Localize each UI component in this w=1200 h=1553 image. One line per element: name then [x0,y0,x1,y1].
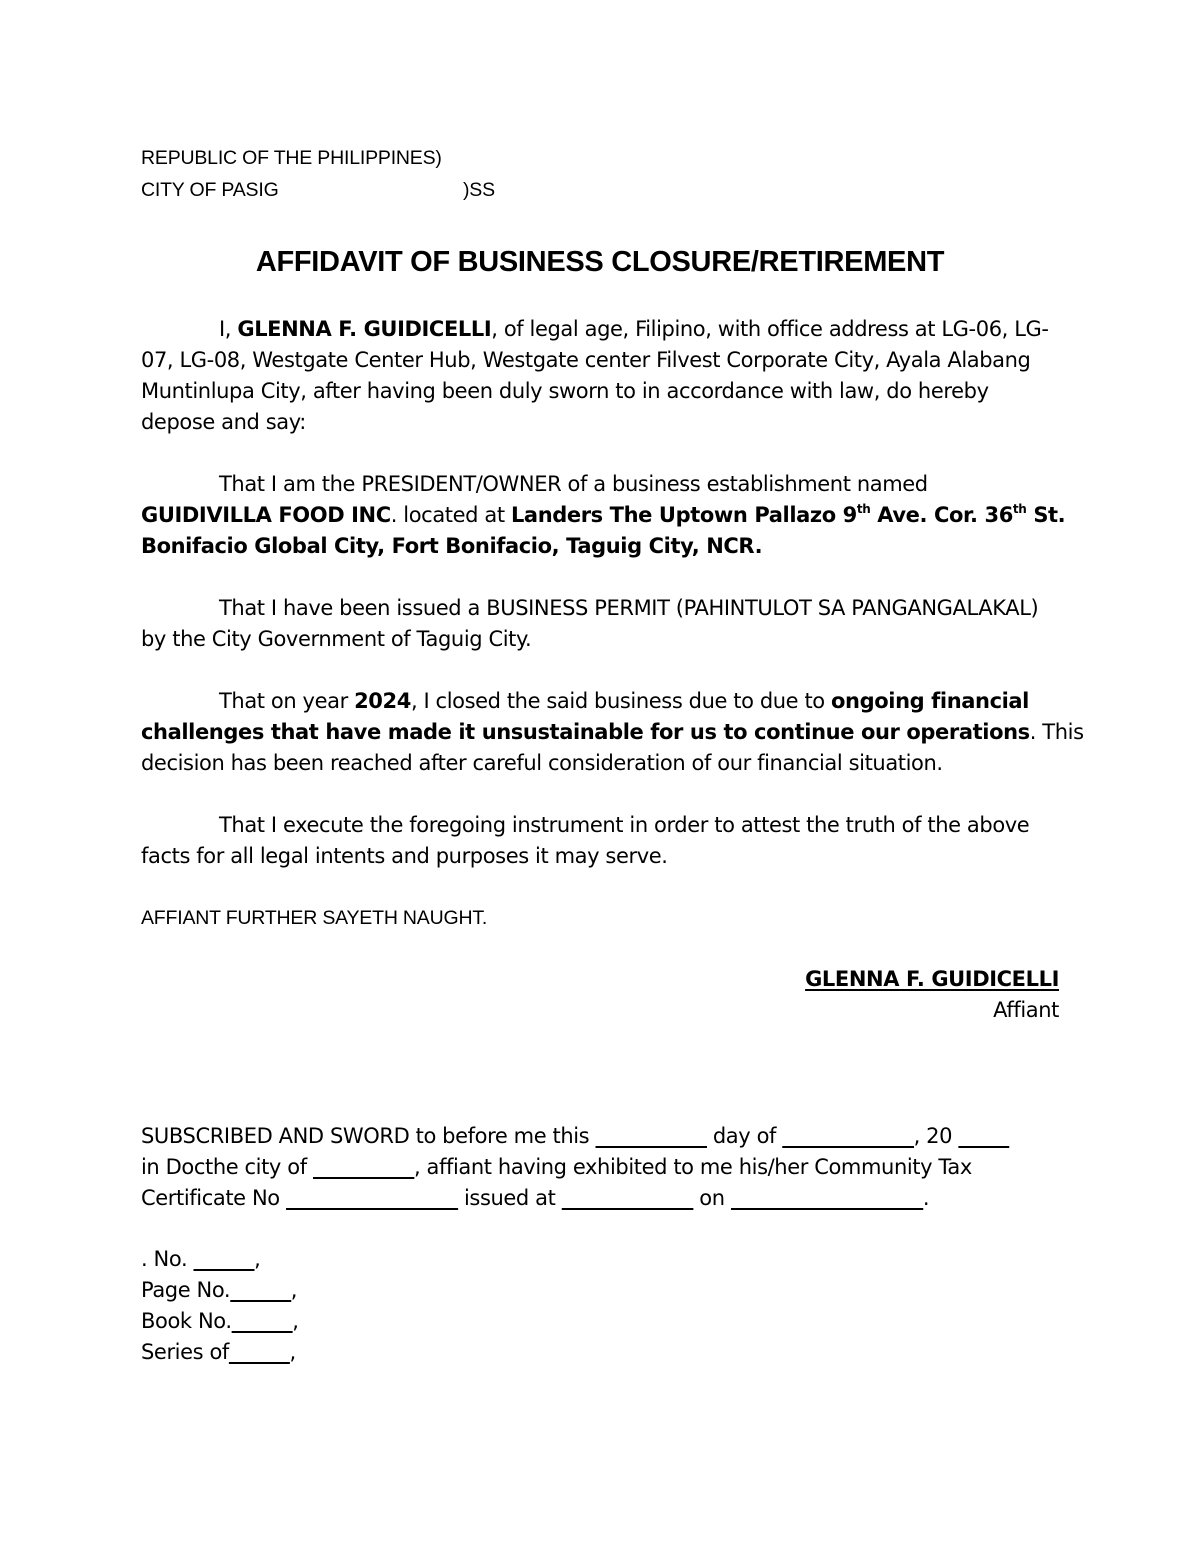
blank-day: ___________ [595,1124,707,1148]
business-sup-1: th [856,502,871,516]
doc-no-blank: ______ [193,1247,255,1271]
jurat-l1-c: , 20 [913,1124,959,1148]
blank-month: _____________ [782,1124,914,1148]
page-no-blank: ______ [230,1278,291,1302]
permit-line-2: by the City Government of Taguig City. [141,627,532,651]
closure-l1-b: , I closed the said business due to due to [410,689,832,713]
intro-l1-b: , of legal age, Filipino, with office address at LG-06, LG- [491,317,1049,341]
intro-line-4: depose and say: [141,410,306,434]
business-address-c: St. [1026,503,1066,527]
notary-book-no [141,1306,299,1337]
signature-role: Affiant [993,998,1059,1022]
intro-l1-a: I, [219,317,238,341]
closure-line-3: decision has been reached after careful consideration of our financial situation. [141,751,943,775]
notary-page-no [141,1275,297,1306]
permit-line-1: That I have been issued a BUSINESS PERMIT (PAHINTULOT SA PANGANGALAKAL) [219,596,1039,620]
signature-name [805,967,1059,991]
jurat-line-3 [141,1183,929,1214]
jurat-l1-a: SUBSCRIBED AND SWORD to before me this [141,1124,596,1148]
closure-l1-a: That on year [219,689,355,713]
closure-reason-b: challenges that have made it unsustainable for us to continue our operations [141,720,1030,744]
blank-issued-on: ___________________ [730,1186,923,1210]
business-dot: . [390,503,398,527]
venue-republic [141,147,442,170]
blank-year: _____ [958,1124,1009,1148]
closure-l2-b: . This [1029,720,1084,744]
book-no-comma: , [292,1309,299,1333]
jurat-line-2 [141,1152,972,1183]
intro-line-2: 07, LG-08, Westgate Center Hub, Westgate center Filvest Corporate City, Ayala Alabang [141,348,1031,372]
jurat-l2-b: , affiant having exhibited to me his/her Community Tax [413,1155,972,1179]
notary-doc-no [141,1244,260,1275]
signature-name-text: GLENNA F. GUIDICELLI [805,967,1059,991]
series-blank: ______ [228,1340,290,1364]
venue-city-line [141,179,495,202]
jurat-l3-b: issued at [457,1186,562,1210]
business-address-line-3: Bonifacio Global City, Fort Bonifacio, Taguig City, NCR. [141,534,763,558]
company-name: GUIDIVILLA FOOD INC [141,503,391,527]
closure-year: 2024 [354,689,411,713]
doc-no-label: . No. [141,1247,194,1271]
document-title: AFFIDAVIT OF BUSINESS CLOSURE/RETIREMENT [255,246,945,278]
business-line-3 [141,531,762,562]
jurat-l3-a: Certificate No [141,1186,286,1210]
series-comma: , [289,1340,296,1364]
jurat-l1-b: day of [706,1124,783,1148]
intro-line-1 [219,314,1049,345]
venue-ss-text: )SS [463,179,495,201]
business-located: located at [397,503,511,527]
closure-line-1 [219,686,1029,717]
business-line-1: That I am the PRESIDENT/OWNER of a business establishment named [219,472,928,496]
business-line-2 [141,500,1065,531]
jurat-l2-a: in Docthe city of [141,1155,313,1179]
series-label: Series of [141,1340,229,1364]
page-no-label: Page No. [141,1278,231,1302]
execute-line-1: That I execute the foregoing instrument in order to attest the truth of the above [219,813,1030,837]
jurat-l3-c: on [693,1186,731,1210]
execute-line-2: facts for all legal intents and purposes it may serve. [141,844,668,868]
venue-city-text: CITY OF PASIG [141,179,279,201]
blank-ctc-no: _________________ [286,1186,458,1210]
notary-series [141,1337,296,1368]
venue-republic-text: REPUBLIC OF THE PHILIPPINES) [141,147,442,169]
jurat-line-1 [141,1121,1009,1152]
jurat-l3-d: . [922,1186,930,1210]
intro-line-3: Muntinlupa City, after having been duly sworn to in accordance with law, do hereby [141,379,989,403]
closure-line-2 [141,717,1084,748]
blank-issued-at: _____________ [561,1186,694,1210]
doc-no-comma: , [254,1247,261,1271]
blank-city: __________ [312,1155,414,1179]
closure-reason-a: ongoing financial [831,689,1029,713]
book-no-label: Book No. [141,1309,232,1333]
business-address-a: Landers The Uptown Pallazo 9 [510,503,857,527]
closing-statement [141,907,487,930]
business-address-b: Ave. Cor. 36 [870,503,1013,527]
page-no-comma: , [290,1278,298,1302]
affiant-name-inline: GLENNA F. GUIDICELLI [237,317,492,341]
closing-text: AFFIANT FURTHER SAYETH NAUGHT. [141,907,488,929]
book-no-blank: ______ [231,1309,293,1333]
business-sup-2: th [1012,502,1027,516]
